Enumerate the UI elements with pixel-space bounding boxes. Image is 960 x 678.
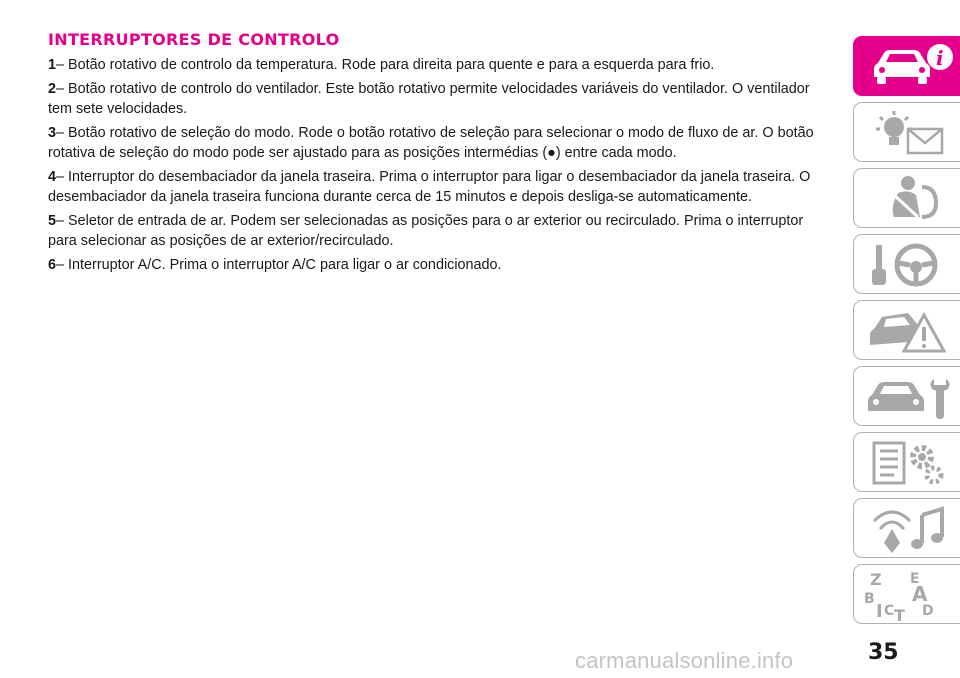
svg-text:D: D [922, 603, 934, 619]
svg-text:T: T [894, 606, 905, 621]
item-number: 6 [48, 257, 57, 273]
item-text: – Botão rotativo de controlo da temperatura. Rode para direita para quente e para a esquerda para frio. [56, 57, 715, 73]
alphabetical-index-icon [864, 569, 954, 621]
item-text: – Botão rotativo de controlo do ventilador. Este botão rotativo permite velocidades variáveis do ventilador. O ventilador tem sete velocidades. [48, 81, 810, 117]
main-content [48, 30, 830, 279]
svg-text:A: A [912, 582, 928, 606]
car-maintenance-wrench-icon [864, 371, 954, 423]
svg-text:i: i [936, 46, 944, 70]
technical-data-gears-icon [864, 437, 954, 489]
watermark: carmanualsonline.info [575, 648, 794, 673]
item-text: – Interruptor do desembaciador da janela traseira. Prima o interruptor para ligar o desembaciador da janela traseira. O desembaciador da janela traseira funciona durante cerca de 15 minutos e depois desliga-se automaticamente. [48, 169, 811, 205]
tab-index[interactable] [853, 564, 960, 624]
item-number: 1 [48, 57, 57, 73]
multimedia-music-icon [864, 503, 954, 555]
tab-starting-driving[interactable] [853, 234, 960, 294]
item-text: – Interruptor A/C. Prima o interruptor A/C para ligar o ar condicionado. [56, 257, 502, 273]
list-item [48, 79, 830, 119]
svg-text:C: C [884, 603, 895, 619]
list-item [48, 167, 830, 207]
list-item [48, 55, 830, 75]
list-item [48, 255, 830, 275]
item-number: 5 [48, 213, 57, 229]
list-item [48, 123, 830, 163]
item-number: 3 [48, 125, 57, 141]
tab-warning-lights[interactable] [853, 102, 960, 162]
item-text: – Seletor de entrada de ar. Podem ser selecionadas as posições para o ar exterior ou recirculado. Prima o interruptor para selecionar as posições de ar exterior/recirculado. [48, 213, 804, 249]
tab-car-info[interactable] [853, 36, 960, 96]
tab-maintenance[interactable] [853, 366, 960, 426]
key-steering-wheel-icon [864, 239, 954, 291]
list-item [48, 211, 830, 251]
page-number: 35 [868, 640, 899, 665]
item-text: – Botão rotativo de seleção do modo. Rode o botão rotativo de seleção para selecionar o modo de fluxo de ar. O botão rotativa de seleção do modo pode ser ajustado para as posições intermédias (●) entre cada modo. [48, 125, 814, 161]
item-number: 4 [48, 169, 57, 185]
tab-multimedia[interactable] [853, 498, 960, 558]
tab-technical-data[interactable] [853, 432, 960, 492]
warning-lights-message-icon [864, 107, 954, 159]
svg-text:I: I [876, 601, 883, 621]
svg-text:B: B [864, 591, 875, 607]
emergency-car-icon [864, 305, 954, 357]
seatbelt-airbag-icon [864, 173, 954, 225]
svg-text:Z: Z [870, 570, 882, 589]
tab-emergency[interactable] [853, 300, 960, 360]
chapter-tabs [851, 0, 960, 678]
car-info-icon [864, 41, 954, 93]
svg-text:E: E [910, 571, 920, 587]
item-number: 2 [48, 81, 57, 97]
tab-safety[interactable] [853, 168, 960, 228]
section-heading: INTERRUPTORES DE CONTROLO [48, 30, 340, 49]
